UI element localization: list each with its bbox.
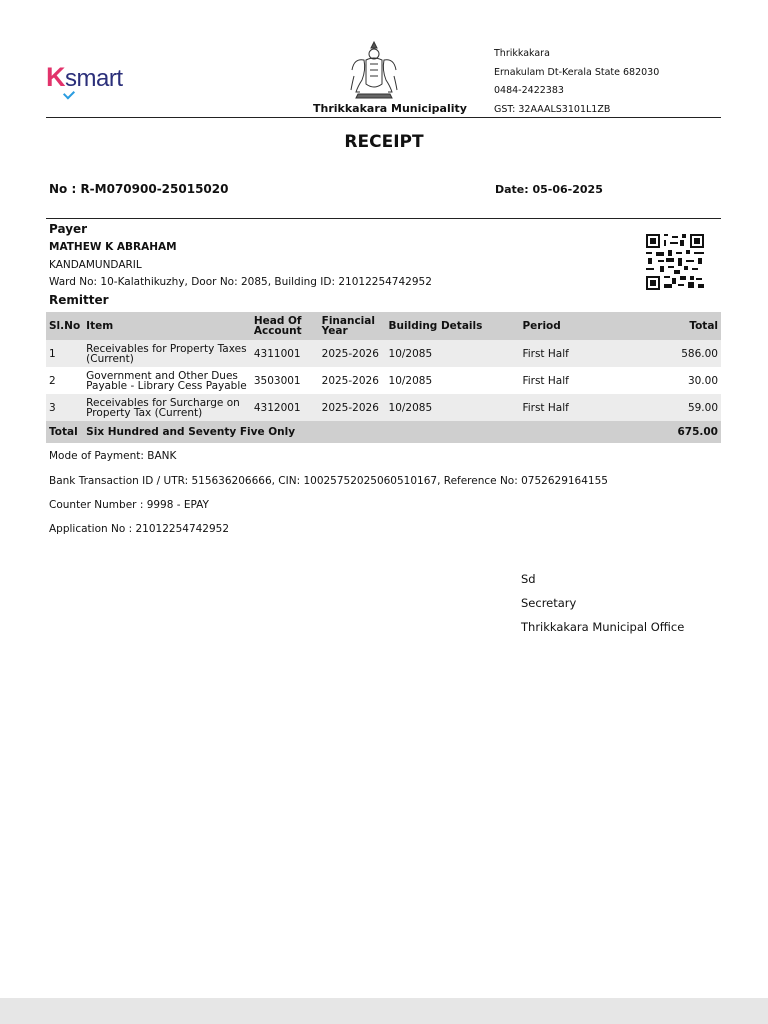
- total-in-words: Six Hundred and Seventy Five Only: [83, 421, 628, 443]
- address-line-1: Thrikkakara: [494, 48, 550, 59]
- address-gst: GST: 32AAALS3101L1ZB: [494, 104, 611, 115]
- cell-slno: 2: [46, 367, 83, 394]
- application-number: Application No : 21012254742952: [49, 523, 230, 535]
- signature-role: Secretary: [521, 596, 577, 610]
- address-line-2: Ernakulam Dt-Kerala State 682030: [494, 67, 660, 78]
- total-label: Total: [46, 421, 83, 443]
- receipt-items-table: [46, 312, 721, 443]
- payer-name: MATHEW K ABRAHAM: [49, 241, 177, 253]
- col-header-item: Item: [83, 312, 251, 340]
- payer-house-name: KANDAMUNDARIL: [49, 259, 142, 271]
- page-title: RECEIPT: [344, 132, 424, 152]
- page-footer-band: [0, 998, 768, 1024]
- cell-item: Receivables for Surcharge on Property Tax (Current): [83, 394, 251, 421]
- table-row: [46, 394, 721, 421]
- cell-total: 30.00: [629, 367, 721, 394]
- municipality-name: Thrikkakara Municipality: [313, 102, 467, 115]
- col-header-slno: Sl.No: [46, 312, 83, 340]
- total-amount: 675.00: [629, 421, 721, 443]
- cell-item: Receivables for Property Taxes (Current): [83, 340, 251, 367]
- header-divider: [46, 117, 721, 118]
- cell-slno: 3: [46, 394, 83, 421]
- payment-mode: Mode of Payment: BANK: [49, 450, 177, 462]
- cell-head-of-account: 4311001: [251, 340, 319, 367]
- cell-period: First Half: [519, 340, 628, 367]
- cell-financial-year: 2025-2026: [319, 340, 386, 367]
- table-header-row: [46, 312, 721, 340]
- cell-head-of-account: 4312001: [251, 394, 319, 421]
- signature-sd: Sd: [521, 572, 536, 586]
- state-emblem-icon: [348, 40, 400, 102]
- bank-transaction-details: Bank Transaction ID / UTR: 515636206666, CIN: 10025752025060510167, Reference No: 0752629164155: [49, 475, 608, 487]
- payer-ward-details: Ward No: 10-Kalathikuzhy, Door No: 2085, Building ID: 21012254742952: [49, 276, 432, 288]
- col-header-period: Period: [519, 312, 628, 340]
- ksmart-logo: [46, 62, 123, 93]
- cell-financial-year: 2025-2026: [319, 394, 386, 421]
- col-header-financial-year: Financial Year: [319, 312, 386, 340]
- qr-code-icon: [646, 234, 704, 290]
- cell-item: Government and Other Dues Payable - Library Cess Payable: [83, 367, 251, 394]
- signature-office: Thrikkakara Municipal Office: [521, 620, 685, 634]
- col-header-head-of-account: Head Of Account: [251, 312, 319, 340]
- cell-total: 586.00: [629, 340, 721, 367]
- cell-financial-year: 2025-2026: [319, 367, 386, 394]
- cell-building-details: 10/2085: [386, 394, 520, 421]
- logo-text: smart: [65, 65, 123, 92]
- table-row: [46, 340, 721, 367]
- col-header-total: Total: [629, 312, 721, 340]
- counter-number: Counter Number : 9998 - EPAY: [49, 499, 209, 511]
- table-total-row: [46, 421, 721, 443]
- cell-building-details: 10/2085: [386, 367, 520, 394]
- section-divider: [46, 218, 721, 219]
- cell-head-of-account: 3503001: [251, 367, 319, 394]
- table-row: [46, 367, 721, 394]
- cell-building-details: 10/2085: [386, 340, 520, 367]
- col-header-building-details: Building Details: [386, 312, 520, 340]
- payer-heading: Payer: [49, 222, 88, 236]
- receipt-number: No : R-M070900-25015020: [49, 182, 229, 196]
- cell-total: 59.00: [629, 394, 721, 421]
- cell-period: First Half: [519, 394, 628, 421]
- address-phone: 0484-2422383: [494, 85, 564, 96]
- cell-period: First Half: [519, 367, 628, 394]
- receipt-date: Date: 05-06-2025: [495, 183, 603, 196]
- remitter-heading: Remitter: [49, 293, 109, 307]
- cell-slno: 1: [46, 340, 83, 367]
- logo-k: K: [46, 62, 65, 92]
